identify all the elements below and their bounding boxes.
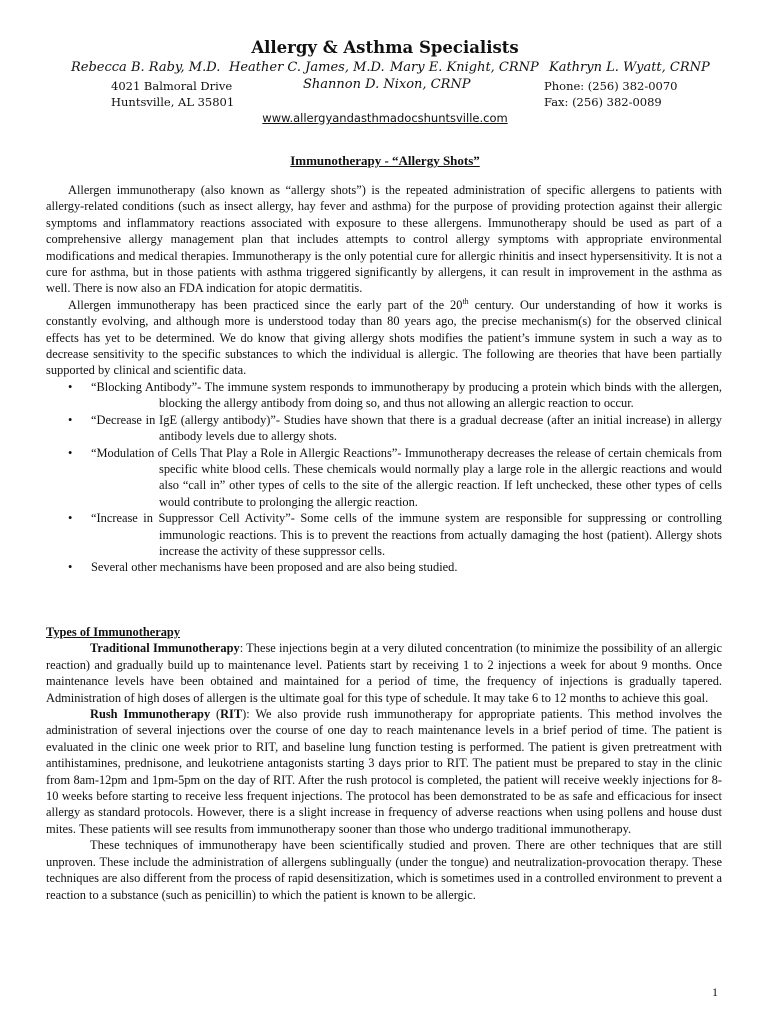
fax-number: Fax: (256) 382-0089 <box>544 95 662 109</box>
types-heading: Types of Immunotherapy <box>46 625 181 639</box>
doctor-name: Mary E. Knight, CRNP <box>390 60 539 75</box>
history-text-end: century. Our understanding of how it works is constantly evolving, and although more is understood today than 80 years ago, the precise mechanism(s) for the observed clinical effects has yet to be determined. We do know that giving allergy shots modifies the patient’s immune system in such a way as to decrease sensitivity to the specific substances to which the individual is allergic. The following are theories that have been partially supported by clinical and scientific data. <box>46 297 723 378</box>
traditional-paragraph <box>46 640 722 706</box>
rush-paragraph <box>46 706 722 837</box>
document-heading: Immunotherapy - “Allergy Shots” <box>290 153 480 168</box>
rush-label: Rush Immunotherapy <box>90 707 211 722</box>
city-address: Huntsville, AL 35801 <box>111 95 235 109</box>
doctor-name: Rebecca B. Raby, M.D. <box>71 60 221 75</box>
list-item: • “Blocking Antibody”- The immune system responds to immunotherapy by producing a protein which binds with the allergen, blocking the allergy antibody from doing so, and thus not allowing an allergic reaction to occur. <box>46 379 722 412</box>
rush-open: ( <box>210 707 221 722</box>
other-techniques-paragraph: These techniques of immunotherapy have been scientifically studied and proven. There are other techniques that are still unproven. These include the administration of allergens sublingually (under the tongue) and neutralization-provocation therapy. These techniques are also different from the process of rapid desensitization, which is sometimes used in a controlled environment to prevent a reaction to a substance (such as penicillin) to which the patient is known to be allergic. <box>46 838 722 902</box>
rush-abbr: RIT <box>220 707 243 722</box>
list-item: • Several other mechanisms have been proposed and are also being studied. <box>46 559 722 575</box>
history-text-start: Allergen immunotherapy has been practiced since the early part of the 20 <box>68 297 463 312</box>
page-number: 1 <box>712 985 718 999</box>
theories-list <box>46 379 722 576</box>
doctor-name: Heather C. James, M.D. <box>229 60 385 75</box>
history-paragraph <box>46 297 722 379</box>
doctor-name: Shannon D. Nixon, CRNP <box>303 77 471 92</box>
website-link[interactable]: www.allergyandasthmadocshuntsville.com <box>262 111 508 125</box>
phone-number: Phone: (256) 382-0070 <box>544 79 678 93</box>
types-section <box>46 624 722 903</box>
list-item: • “Decrease in IgE (allergy antibody)”- Studies have shown that there is a gradual decrease (after an initial increase) in allergy antibody levels due to allergy shots. <box>46 412 722 445</box>
doctor-name: Kathryn L. Wyatt, CRNP <box>549 60 710 75</box>
list-item: • “Increase in Suppressor Cell Activity”- Some cells of the immune system are responsible for suppressing or controlling immunologic reactions. This is to prevent the reactions from actually damaging the host (patient). Allergy shots increase the activity of these suppressor cells. <box>46 510 722 559</box>
traditional-label: Traditional Immunotherapy <box>90 641 240 656</box>
list-item: • “Modulation of Cells That Play a Role in Allergic Reactions”- Immunotherapy decreases the release of certain chemicals from specific white blood cells. These chemicals would normally play a large role in the allergic reactions and would also “call in” other types of cells to the site of the allergic reaction. If left unchecked, these other types of cells would contribute to prolonging the allergic reaction. <box>46 445 722 511</box>
street-address: 4021 Balmoral Drive <box>111 79 233 93</box>
intro-paragraph: Allergen immunotherapy (also known as “allergy shots”) is the repeated administration of specific allergens to patients with allergy-related conditions (such as insect allergy, hay fever and asthma) for the purpose of providing protection against their allergic symptoms and inflammatory reactions associated with exposure to these allergens. Immunotherapy should be used as part of a comprehensive allergy management plan that includes attempts to control allergy symptoms with appropriate environmental modifications and medical therapies. Immunotherapy is the only potential cure for allergic rhinitis and insect hypersensitivity. It is not a cure for asthma, but in those patients with asthma triggered significantly by allergens, it can result in improvement in the asthma as well. There is now also an FDA indication for atopic dermatitis. <box>46 183 722 296</box>
traditional-text: : These injections begin at a very diluted concentration (to minimize the possibility of an allergic reaction) and gradually build up to maintenance level. Patients start by receiving 1 to 2 injections a week for about 9 months. Once maintenance levels have been obtained and maintained for a period of time, the frequency of injections is gradually tapered. Administration of high doses of allergen is the ultimate goal for this type of schedule. It may take 6 to 12 months to achieve this goal. <box>46 641 722 705</box>
superscript-th: th <box>462 296 469 306</box>
document-body <box>46 182 722 576</box>
rush-text: ): We also provide rush immunotherapy for appropriate patients. This method involves the administration of several injections over the course of one day to reach maintenance levels in a brief period of time. The patient is evaluated in the clinic one week prior to RIT, and baseline lung function testing is performed. The patient is given pretreatment with antihistamines, prednisone, and leukotriene antagonists starting 3 days prior to RIT. The patient must be prepared to stay in the clinic from 8am-12pm and 1pm-5pm on the day of RIT. After the rush protocol is completed, the patient will receive weekly injections for 8-10 weeks before starting to receive less frequent injections. The protocol has been demonstrated to be as safe and efficacious for insect allergy as standard protocols. However, there is a slight increase in frequency of adverse reactions when using pollens and house dust mites. These patients will see results from immunotherapy sooner than those who undergo traditional immunotherapy. <box>46 707 722 836</box>
practice-title: Allergy & Asthma Specialists <box>251 38 519 57</box>
